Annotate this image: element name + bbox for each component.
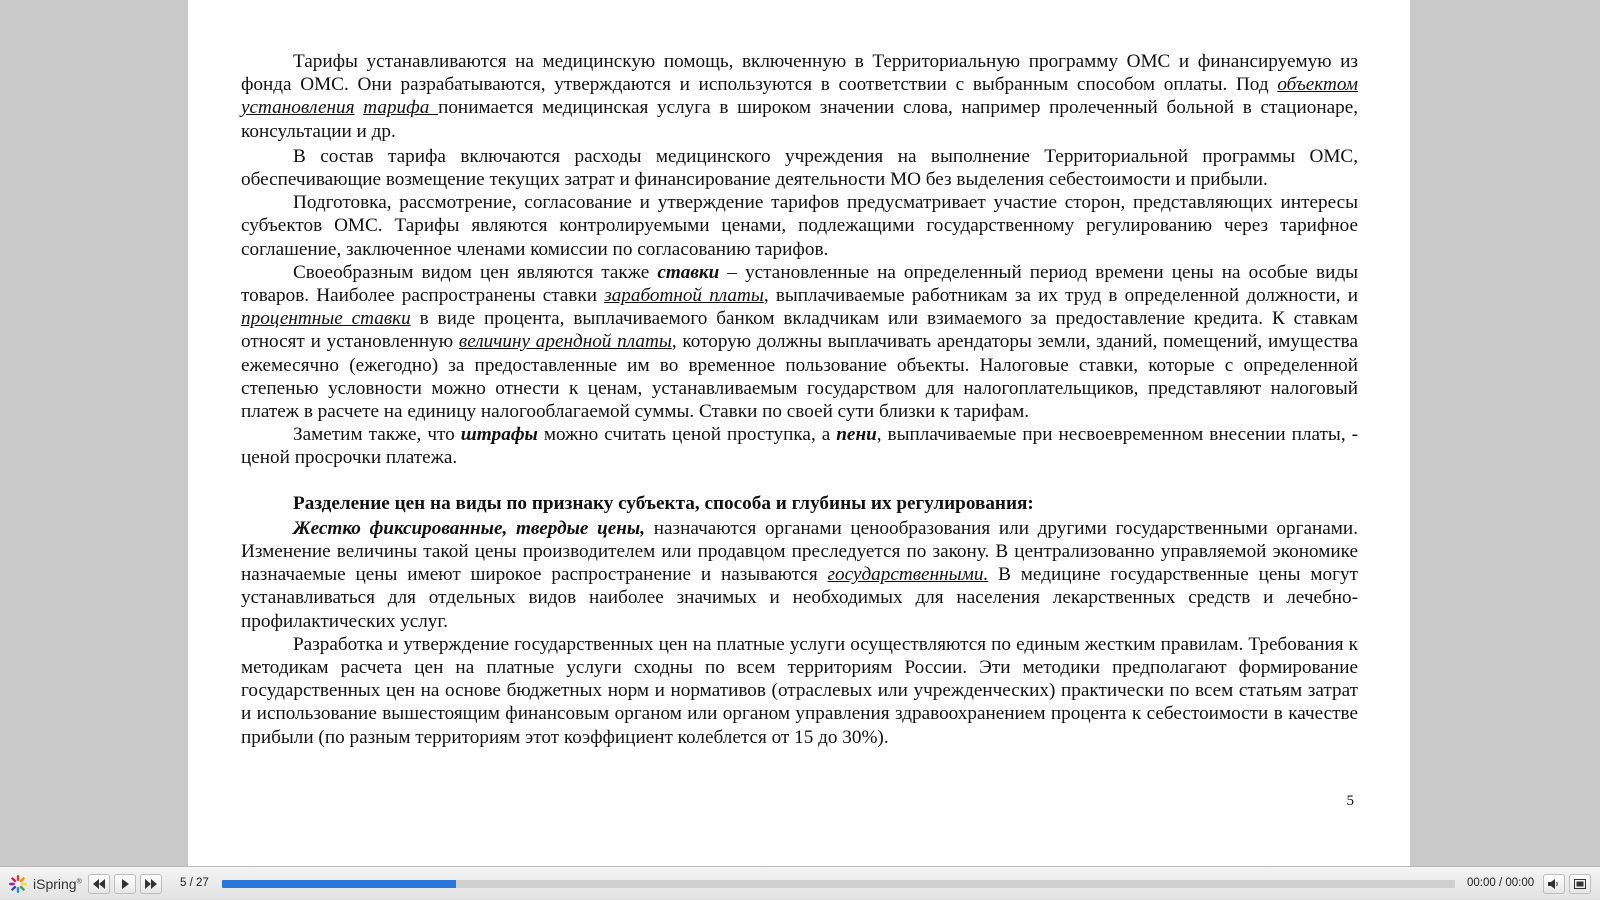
paragraph-7: Разработка и утверждение государственных цен на платные услуги осуществляются по единым жестким правилам. Требования к методикам расчета цен на платные услуги сходны по всем территориям России. Эти методики предполагают формирование государственных цен на основе бюджетных норм и нормативов (отраслевых или учрежденческих) практически по всем статьям затрат и использование вышестоящим финансовым органом или органом управления здравоохранением процента к себестоимости в качестве прибыли (по разным территориям этот коэффициент колеблется от 15 до 30%). [241, 633, 1358, 748]
term-penalties: пени [836, 424, 877, 446]
fast-forward-icon [145, 879, 157, 889]
time-display: 00:00 / 00:00 [1467, 877, 1535, 889]
term-rates: ставки [657, 261, 720, 283]
rewind-icon [93, 879, 105, 889]
play-icon [119, 879, 131, 889]
ispring-logo-icon [8, 874, 28, 894]
term-fines: штрафы [460, 424, 538, 446]
page-number: 5 [1346, 793, 1354, 809]
fullscreen-icon [1574, 879, 1586, 889]
paragraph-4: Своеобразным видом цен являются также ставки – установленные на определенный период времени цены на особые виды товаров. Наиболее распространены ставки заработной платы, выплачиваемые работникам за их труд в определенной должности, и процентные ставки в виде процента, выплачиваемого банком вкладчикам или взимаемого за предоставление кредита. К ставкам относят и установленную величину арендной платы, которую должны выплачивать арендаторы земли, зданий, помещений, имущества ежемесячно (ежегодно) за предоставленные им во временное пользование объекты. Налоговые ставки, которые с определенной степенью условности можно отнести к ценам, устанавливаемым государством для налогоплательщиков, представляют налоговый платеж в расчете на единицу налогооблагаемой суммы. Ставки по своей сути близки к тарифам. [241, 261, 1359, 423]
paragraph-6: Жестко фиксированные, твердые цены, назначаются органами ценообразования или другими государственными органами. Изменение величины такой цены производителем или продавцом преследуется по закону. В централизованно управляемой экономике назначаемые цены имеют широкое распространение и называются государственными. В медицине государственные цены могут устанавливаться для отдельных видов наиболее значимых и необходимых для населения лекарственных средств и лечебно-профилактических услуг. [241, 517, 1358, 632]
play-button[interactable] [114, 874, 136, 894]
brand-name: iSpring® [33, 876, 82, 892]
fullscreen-button[interactable] [1569, 874, 1591, 894]
progress-bar[interactable] [222, 880, 1455, 888]
term-interest-rates: процентные ставки [241, 308, 411, 330]
rewind-button[interactable] [88, 874, 110, 894]
slide-counter: 5 / 27 [180, 877, 209, 889]
document-body [241, 50, 1358, 749]
term-object-of-tariff: объектом установления [241, 74, 1358, 119]
volume-button[interactable] [1543, 874, 1565, 894]
term-state-prices: государственными. [827, 564, 989, 586]
term-fixed-prices: Жестко фиксированные, твердые цены, [293, 517, 646, 539]
paragraph-3: Подготовка, рассмотрение, согласование и утверждение тарифов предусматривает участие сторон, представляющих интересы субъектов ОМС. Тарифы являются контролируемыми ценами, подлежащими государственному регулированию через тарифное соглашение, заключенное членами комиссии по согласованию тарифов. [241, 192, 1358, 260]
paragraph-2: В состав тарифа включаются расходы медицинского учреждения на выполнение Территориальной программы ОМС, обеспечивающие возмещение текущих затрат и финансирование деятельности МО без выделения себестоимости и прибыли. [241, 145, 1358, 191]
volume-icon [1548, 879, 1560, 889]
player-bar [0, 866, 1600, 900]
fast-forward-button[interactable] [140, 874, 162, 894]
term-tariff: тарифа [363, 97, 439, 119]
progress-fill [222, 880, 456, 888]
ispring-logo [8, 874, 82, 894]
term-wages: заработной платы [604, 285, 764, 307]
paragraph-5: Заметим также, что штрафы можно считать ценой проступка, а пени, выплачиваемые при несвоевременном внесении платы, - ценой просрочки платежа. [241, 424, 1358, 469]
section-heading: Разделение цен на виды по признаку субъекта, способа и глубины их регулирования: [293, 492, 1034, 514]
paragraph-1: Тарифы устанавливаются на медицинскую помощь, включенную в Территориальную программу ОМС и финансируемую из фонда ОМС. Они разрабатываются, утверждаются и используются в соответствии с выбранным способом оплаты. Под объектом установления тарифа понимается медицинская услуга в широком значении слова, например пролеченный больной в стационаре, консультации и др. [241, 51, 1359, 142]
slide-page [188, 0, 1410, 866]
term-rent: величину арендной платы [458, 331, 672, 353]
